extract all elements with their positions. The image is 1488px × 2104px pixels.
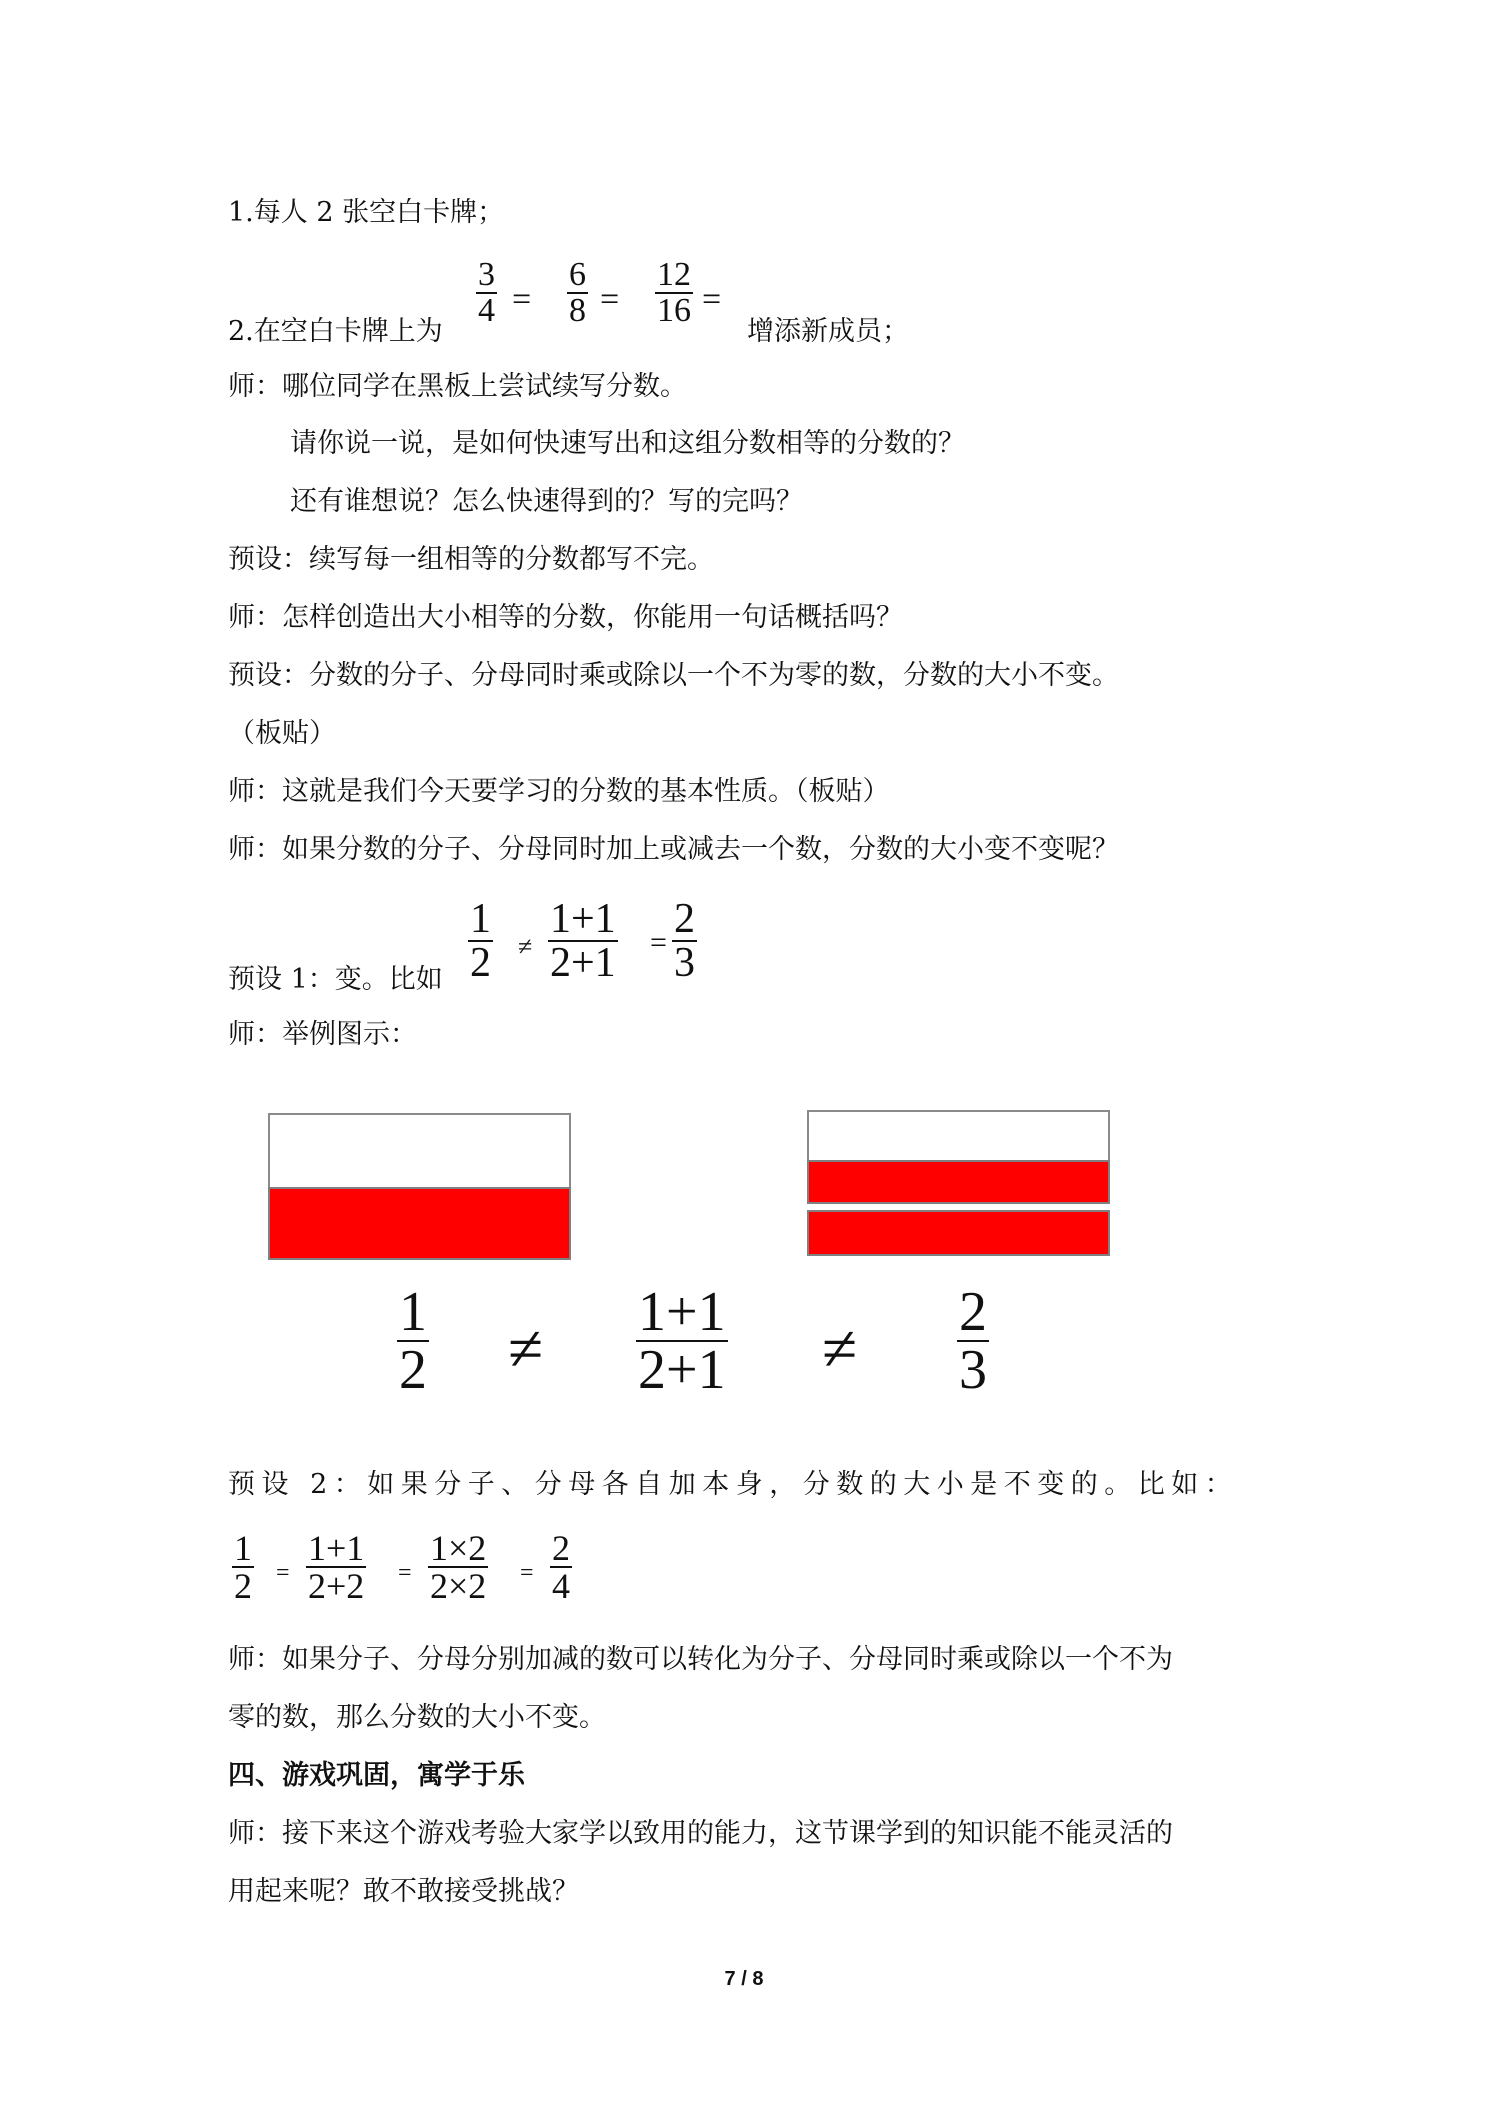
- numerator: 2: [959, 1281, 987, 1343]
- item-1: 1.每人 2 张空白卡牌；: [228, 197, 505, 228]
- fraction-1-2-large: [397, 1281, 429, 1401]
- equals-sign: =: [398, 1560, 412, 1586]
- denominator: 2: [234, 1566, 252, 1606]
- equals-sign: =: [520, 1560, 534, 1586]
- numerator: 1: [470, 896, 491, 942]
- numerator: 2: [674, 896, 695, 942]
- preset-line-3: 预设 2：如果分子、分母各自加本身，分数的大小是不变的。比如：: [228, 1469, 1239, 1500]
- numerator: 2: [552, 1528, 570, 1568]
- fraction-2-3-large: [957, 1281, 989, 1401]
- fraction-1plus1-2plus1: [548, 898, 618, 984]
- teacher-line-7: 师：举例图示：: [228, 1019, 417, 1050]
- teacher-line-6: 师：如果分数的分子、分母同时加上或减去一个数，分数的大小变不变呢？: [228, 834, 1119, 865]
- numerator: 1+1: [638, 1281, 726, 1343]
- denominator: 16: [657, 292, 691, 329]
- white-part: [268, 1113, 571, 1187]
- not-equal-sign-large: ≠: [508, 1313, 544, 1384]
- fraction-1plus1-2plus1-large: [636, 1281, 728, 1401]
- denominator: 2+1: [638, 1339, 726, 1401]
- teacher-line-9a: 师：接下来这个游戏考验大家学以致用的能力，这节课学到的知识能不能灵活的: [228, 1818, 1173, 1849]
- fraction-1times2-2times2: [428, 1530, 488, 1604]
- equals-sign: =: [702, 281, 722, 318]
- board-note-1: （板贴）: [228, 718, 336, 749]
- white-part: [807, 1110, 1110, 1160]
- teacher-line-5: 师：这就是我们今天要学习的分数的基本性质。（板贴）: [228, 776, 890, 807]
- preset-1-prefix: 预设 1：变。比如: [228, 964, 443, 995]
- red-part-2: [807, 1210, 1110, 1256]
- denominator: 2: [399, 1339, 427, 1401]
- denominator: 4: [478, 292, 495, 329]
- fraction-1-2: [468, 898, 493, 984]
- equals-sign: =: [600, 281, 620, 318]
- numerator: 1+1: [550, 896, 616, 942]
- preset-line-1: 预设：续写每一组相等的分数都写不完。: [228, 544, 714, 575]
- section-heading-4: 四、游戏巩固，寓学于乐: [228, 1760, 525, 1791]
- denominator: 4: [552, 1566, 570, 1606]
- teacher-line-8a: 师：如果分子、分母分别加减的数可以转化为分子、分母同时乘或除以一个不为: [228, 1644, 1173, 1675]
- teacher-line-1: 师：哪位同学在黑板上尝试续写分数。: [228, 371, 687, 402]
- equals-sign: =: [650, 926, 667, 959]
- denominator: 2+2: [308, 1566, 365, 1606]
- fraction-6-8: [567, 258, 588, 328]
- numerator: 1: [399, 1281, 427, 1343]
- numerator: 1×2: [430, 1528, 487, 1568]
- red-part: [268, 1187, 571, 1260]
- numerator: 3: [478, 256, 495, 293]
- fraction-12-16: [655, 258, 693, 328]
- equals-sign: =: [276, 1560, 290, 1586]
- fraction-2-4: [550, 1530, 572, 1604]
- denominator: 3: [674, 940, 695, 986]
- fraction-1-2-small: [232, 1530, 254, 1604]
- numerator: 6: [569, 256, 586, 293]
- denominator: 8: [569, 292, 586, 329]
- equals-sign: =: [512, 281, 532, 318]
- denominator: 2+1: [550, 940, 616, 986]
- fraction-2-3: [672, 898, 697, 984]
- fraction-3-4: [476, 258, 497, 328]
- teacher-line-2: 请你说一说，是如何快速写出和这组分数相等的分数的？: [290, 428, 965, 459]
- numerator: 1: [234, 1528, 252, 1568]
- teacher-line-8b: 零的数，那么分数的大小不变。: [228, 1702, 606, 1733]
- denominator: 2×2: [430, 1566, 487, 1606]
- not-equal-sign-large: ≠: [822, 1313, 858, 1384]
- red-part-1: [807, 1160, 1110, 1204]
- item-2-prefix: 2.在空白卡牌上为: [228, 316, 443, 347]
- item-2-suffix: 增添新成员；: [747, 316, 909, 347]
- numerator: 1+1: [308, 1528, 365, 1568]
- fraction-1plus1-2plus2: [306, 1530, 366, 1604]
- preset-line-2: 预设：分数的分子、分母同时乘或除以一个不为零的数，分数的大小不变。: [228, 660, 1119, 691]
- numerator: 12: [657, 256, 691, 293]
- teacher-line-3: 还有谁想说？怎么快速得到的？写的完吗？: [290, 486, 803, 517]
- page-number: 7 / 8: [724, 1968, 764, 1990]
- teacher-line-9b: 用起来呢？敢不敢接受挑战？: [228, 1876, 579, 1907]
- teacher-line-4: 师：怎样创造出大小相等的分数，你能用一句话概括吗？: [228, 602, 903, 633]
- denominator: 3: [959, 1339, 987, 1401]
- denominator: 2: [470, 940, 491, 986]
- not-equal-sign: ≠: [518, 932, 533, 961]
